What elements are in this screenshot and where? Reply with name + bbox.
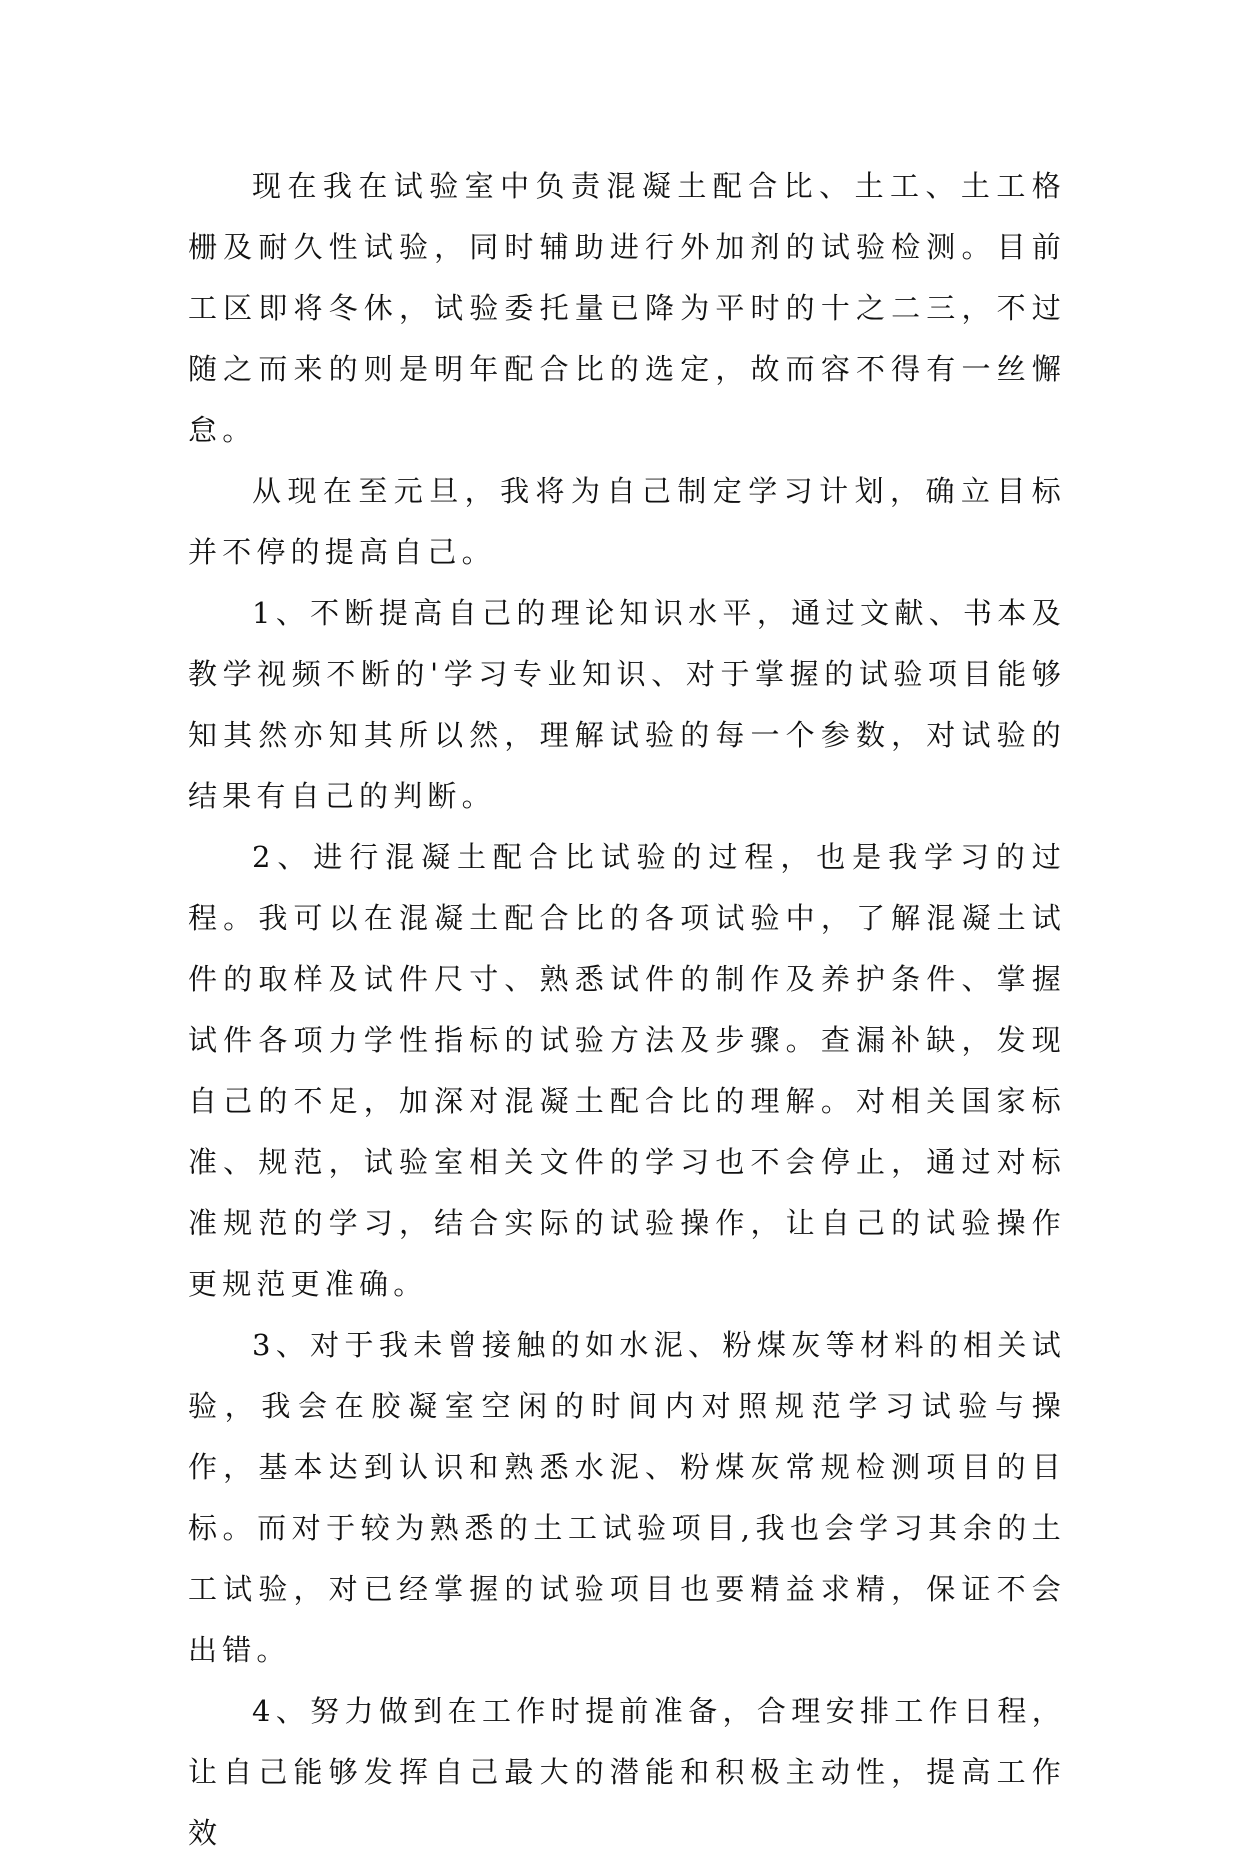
paragraph-item-3: 3、对于我未曾接触的如水泥、粉煤灰等材料的相关试验，我会在胶凝室空闲的时间内对照规范学习试验与操作，基本达到认识和熟悉水泥、粉煤灰常规检测项目的目标。而对于较为熟悉的土工试验项目,我也会学习其余的土工试验，对已经掌握的试验项目也要精益求精，保证不会出错。 xyxy=(188,1328,1066,1667)
paragraph-item-1: 1、不断提高自己的理论知识水平，通过文献、书本及教学视频不断的'学习专业知识、对于掌握的试验项目能够知其然亦知其所以然，理解试验的每一个参数，对试验的结果有自己的判断。 xyxy=(188,596,1066,813)
paragraph-item-4: 4、努力做到在工作时提前准备，合理安排工作日程，让自己能够发挥自己最大的潜能和积极主动性，提高工作效 xyxy=(188,1694,1066,1850)
document-body xyxy=(188,156,1066,1864)
paragraph-item-2: 2、进行混凝土配合比试验的过程，也是我学习的过程。我可以在混凝土配合比的各项试验中，了解混凝土试件的取样及试件尺寸、熟悉试件的制作及养护条件、掌握试件各项力学性指标的试验方法及步骤。查漏补缺，发现自己的不足，加深对混凝土配合比的理解。对相关国家标准、规范，试验室相关文件的学习也不会停止，通过对标准规范的学习，结合实际的试验操作，让自己的试验操作更规范更准确。 xyxy=(188,840,1066,1301)
paragraph-intro: 现在我在试验室中负责混凝土配合比、土工、土工格栅及耐久性试验，同时辅助进行外加剂的试验检测。目前工区即将冬休，试验委托量已降为平时的十之二三，不过随之而来的则是明年配合比的选定，故而容不得有一丝懈怠。 xyxy=(188,169,1066,447)
paragraph-plan: 从现在至元旦，我将为自己制定学习计划，确立目标并不停的提高自己。 xyxy=(188,474,1066,569)
